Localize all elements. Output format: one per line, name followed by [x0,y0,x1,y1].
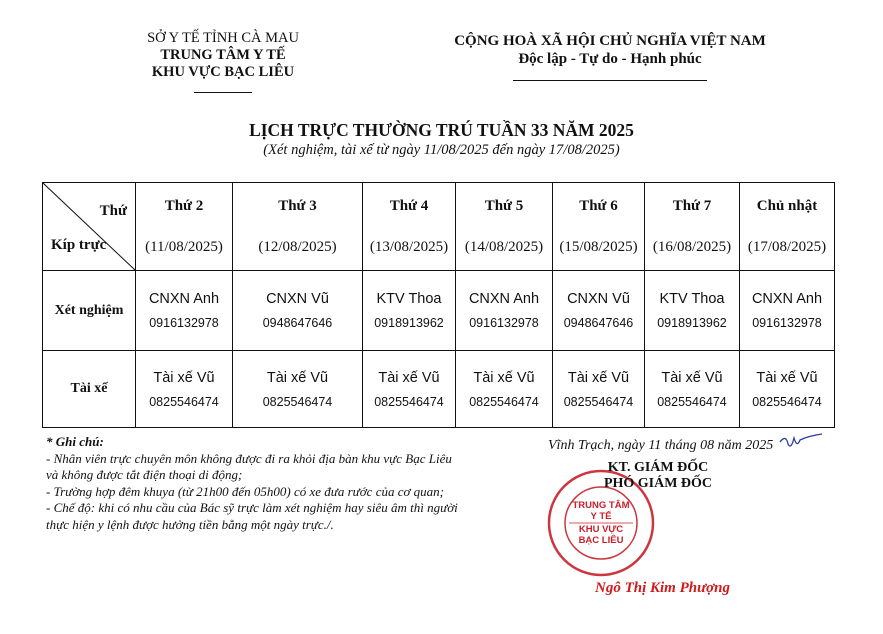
phone: 0916132978 [149,316,219,330]
person: Tài xế Vũ [266,369,329,386]
day-name: Thứ 2 [164,197,204,214]
schedule-table [42,182,835,428]
person: Tài xế Vũ [473,369,535,386]
person: CNXN Anh [468,291,540,307]
phone: 0916132978 [469,316,539,330]
notes-line: - Trường hợp đêm khuya (từ 21h00 đến 05h00) có xe đưa rước của cơ quan; [46,483,445,499]
day-header [645,183,740,271]
signature-role-2: PHÓ GIÁM ĐỐC [603,476,713,491]
stamp-text-1: TRUNG TÂM [572,500,630,511]
phone: 0825546474 [469,394,539,409]
phone: 0948647646 [563,316,634,330]
stamp-text-2: Y TẾ [590,511,612,522]
day-date: (11/08/2025) [145,238,223,255]
duty-cell [740,271,835,351]
stamp-text-4: BẠC LIÊU [578,535,624,546]
person: Tài xế Vũ [153,369,215,386]
person: CNXN Vũ [567,291,630,307]
organization-header [108,30,338,98]
person: KTV Thoa [376,291,442,307]
phone: 0825546474 [752,394,822,409]
person: Tài xế Vũ [378,369,440,386]
corner-day-label: Thứ [99,203,127,219]
signature-role-1: KT. GIÁM ĐỐC [607,460,709,475]
day-date: (17/08/2025) [747,238,827,255]
phone: 0918913962 [657,316,727,330]
initials-scribble [778,432,824,452]
table-header-row [43,183,835,271]
day-header [233,183,363,271]
signer-name: Ngô Thị Kim Phượng [595,580,730,596]
person: CNXN Anh [148,291,220,307]
day-name: Thứ 6 [579,197,618,214]
org-line-2: TRUNG TÂM Y TẾ [160,47,286,63]
notes-line: - Chế độ: khi có nhu cầu của Bác sỹ trực làm xét nghiệm hay siêu âm thì người [46,500,458,515]
phone: 0825546474 [149,394,219,409]
day-header [456,183,553,271]
day-name: Thứ 3 [278,197,317,214]
phone: 0825546474 [374,394,444,409]
day-header [136,183,233,271]
document-title: LỊCH TRỰC THƯỜNG TRÚ TUẦN 33 NĂM 2025 [249,120,634,140]
duty-cell [645,351,740,428]
person: KTV Thoa [659,291,725,307]
person: Tài xế Vũ [567,369,630,386]
duty-cell [233,271,363,351]
day-date: (12/08/2025) [258,238,337,255]
org-underline [194,92,252,93]
duty-cell [136,271,233,351]
duty-cell [456,271,553,351]
notes-line: thực hiện y lệnh được hưởng tiền bằng một ngày trực./. [46,516,334,532]
duty-cell [553,351,645,428]
day-name: Thứ 5 [484,197,524,214]
duty-cell [553,271,645,351]
day-name: Thứ 7 [672,197,712,214]
day-date: (13/08/2025) [369,238,449,255]
nation-line-2: Độc lập - Tự do - Hạnh phúc [518,51,702,67]
notes-title: * Ghi chú: [46,434,104,449]
phone: 0948647646 [262,316,333,330]
day-header [740,183,835,271]
day-date: (14/08/2025) [464,238,544,255]
corner-cell [43,183,136,271]
org-line-3: KHU VỰC BẠC LIÊU [151,64,295,80]
duty-cell [363,271,456,351]
org-line-1: SỞ Y TẾ TỈNH CÀ MAU [147,30,299,46]
day-name: Chủ nhật [756,197,818,214]
phone: 0825546474 [262,394,333,409]
notes-line: - Nhân viên trực chuyên môn không được đi ra khỏi địa bàn khu vực Bạc Liêu [46,450,452,466]
table-row [43,271,835,351]
person: CNXN Anh [751,291,823,307]
person: Tài xế Vũ [756,369,818,386]
phone: 0825546474 [563,394,634,409]
duty-cell [136,351,233,428]
corner-shift-label: Kíp trực [51,237,107,253]
nation-line-1: CỘNG HOÀ XÃ HỘI CHỦ NGHĨA VIỆT NAM [454,33,766,49]
duty-cell [456,351,553,428]
person: Tài xế Vũ [661,369,723,386]
phone: 0916132978 [752,316,822,330]
day-date: (16/08/2025) [652,238,732,255]
person: CNXN Vũ [266,291,329,307]
stamp-text-3: KHU VỰC [578,524,624,535]
duty-cell [740,351,835,428]
phone: 0918913962 [374,316,444,330]
row-label-driver: Tài xế [43,351,136,428]
document-subtitle: (Xét nghiệm, tài xế từ ngày 11/08/2025 đến ngày 17/08/2025) [263,142,620,158]
day-date: (15/08/2025) [559,238,638,255]
duty-cell [233,351,363,428]
day-name: Thứ 4 [389,197,429,214]
day-header [553,183,645,271]
day-header [363,183,456,271]
nation-header [430,32,790,86]
duty-cell [363,351,456,428]
corner-diagonal [43,183,136,271]
table-row [43,351,835,428]
row-label-lab: Xét nghiệm [43,271,136,351]
duty-cell [645,271,740,351]
notes-section [46,434,516,533]
place-date: Vĩnh Trạch, ngày 11 tháng 08 năm 2025 [548,438,774,453]
notes-line: và không được tắt điện thoại di động; [46,467,243,482]
nation-underline [513,80,707,81]
phone: 0825546474 [657,394,727,409]
